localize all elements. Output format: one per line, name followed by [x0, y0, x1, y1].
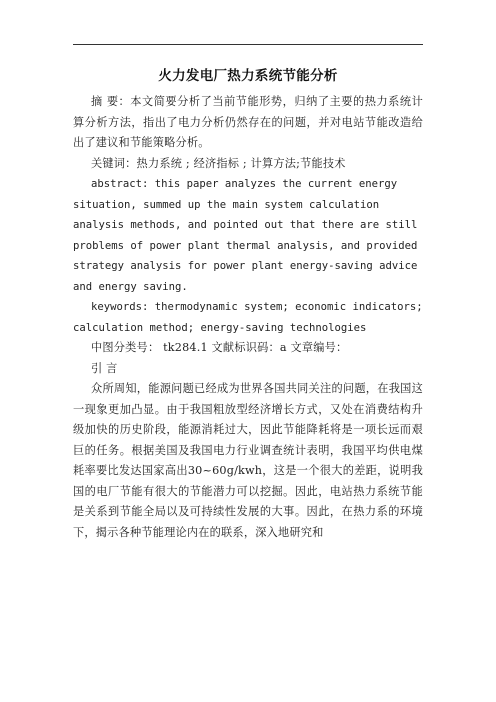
document-title: 火力发电厂热力系统节能分析 [158, 68, 338, 84]
abstract-cn: 摘 要：本文简要分析了当前节能形势，归纳了主要的热力系统计算分析方法，指出了电力分析仍然存在的问题，并对电站节能改造给出了建议和节能策略分析。 [73, 95, 423, 149]
keywords-en: keywords: thermodynamic system; economic indicators; calculation method; energy-saving technologies [73, 301, 423, 334]
document-body [73, 92, 423, 543]
header-rule [73, 44, 423, 45]
abstract-en: abstract: this paper analyzes the current energy situation, summed up the main system calculation analysis methods, and pointed out that there are still problems of power plant thermal analysis, and provided strategy analysis for power plant energy-saving advice and energy saving. [73, 178, 418, 293]
intro-paragraph: 众所周知，能源问题已经成为世界各国共同关注的问题，在我国这一现象更加凸显。由于我国粗放型经济增长方式，又处在消费结构升级加快的历史阶段，能源消耗过大，因此节能降耗将是一项长远而艰巨的任务。根据美国及我国电力行业调查统计表明，我国平均供电煤耗率要比发达国家高出30~60g/kwh，这是一个很大的差距，说明我国的电厂节能有很大的节能潜力可以挖掘。因此，电站热力系统节能是关系到节能全局以及可持续性发展的大事。因此，在热力系的环境下，揭示各种节能理论内在的联系，深入地研究和 [73, 382, 423, 539]
keywords-cn: 关键词：热力系统 ; 经济指标 ; 计算方法;节能技术 [91, 156, 346, 170]
classification-line: 中图分类号： tk284.1 文献标识码：a 文章编号： [91, 341, 348, 354]
intro-heading: 引 言 [91, 361, 118, 375]
